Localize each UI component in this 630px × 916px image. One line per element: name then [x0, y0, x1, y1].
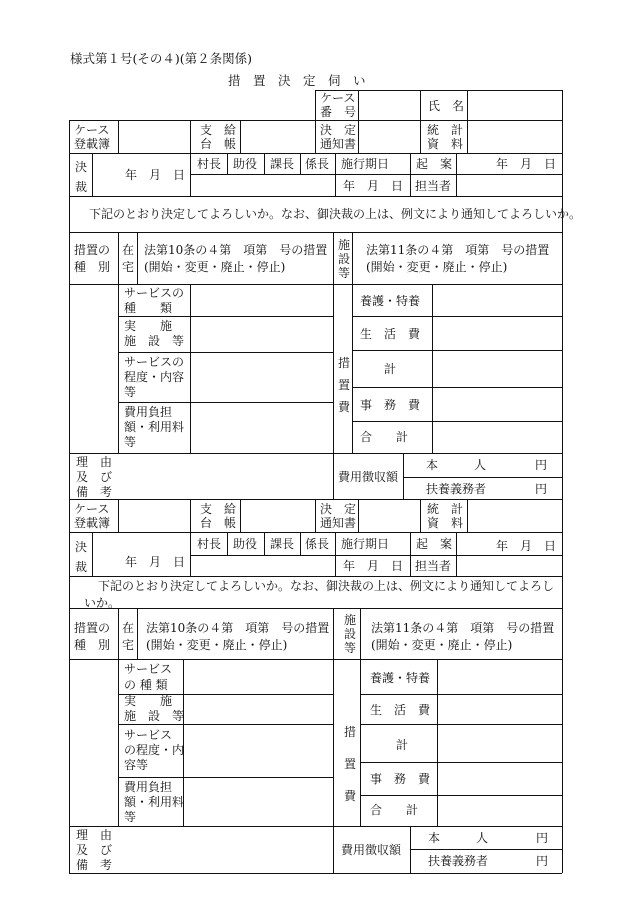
cost-jimu-b: 事 務 費 [370, 772, 431, 786]
kessai-date-b: 年 月 日 [125, 555, 186, 569]
measure-type-label-b: 措置の 種 別 [74, 621, 111, 652]
shisetsu-label: 施 設 等 [338, 238, 351, 280]
form-number: 様式第１号(その４)(第２条関係) [70, 51, 253, 66]
role-soncho-b: 村長 [197, 537, 222, 551]
kian-label: 起 案 [416, 157, 453, 171]
toukei-label: 統 計 資 料 [427, 123, 464, 151]
cost-seikatsu: 生 活 費 [360, 327, 421, 341]
facility-label: 実 施 施 設 等 [124, 319, 185, 348]
role-joyaku: 助役 [233, 157, 258, 171]
kettei-label: 決 定 通知書 [320, 123, 357, 151]
cost-yougo: 養護・特養 [360, 294, 421, 308]
honnin-label-b: 本 人 [428, 831, 489, 845]
sekou-date-b: 年 月 日 [343, 559, 404, 573]
page-title: 措 置 決 定 伺 い [228, 73, 366, 88]
cost-burden-label: 費用負担 額・利用料 等 [124, 405, 185, 449]
sochihi-label-b: 措 置 費 [344, 725, 357, 803]
case-book-label: ケース 登載簿 [74, 123, 111, 151]
cost-total: 合 計 [360, 430, 409, 444]
law10-text-b: 法第10条の４第 項第 号の措置 (開始・変更・廃止・停止) [146, 621, 330, 652]
collection-label: 費用徴収額 [338, 470, 399, 484]
cost-jimu: 事 務 費 [360, 398, 421, 412]
kian-date-b: 年 月 日 [496, 539, 557, 553]
name-label: 氏 名 [428, 99, 465, 113]
kessai-label: 決 裁 [75, 160, 88, 194]
cost-kei-b: 計 [396, 738, 409, 752]
sekou-label-b: 施行期日 [341, 537, 390, 551]
toukei-label-b: 統 計 資 料 [427, 502, 464, 530]
law11-text-b: 法第11条の４第 項第 号の措置 (開始・変更・廃止・停止) [371, 621, 555, 652]
fuyou-label-b: 扶養義務者 [428, 854, 489, 868]
honnin-yen: 円 [535, 458, 548, 472]
remarks-label: 理 由 及 び 備 考 [76, 455, 113, 499]
kian-date: 年 月 日 [496, 157, 557, 171]
law11-text: 法第11条の４第 項第 号の措置 (開始・変更・廃止・停止) [366, 243, 550, 274]
measure-type-label: 措置の 種 別 [74, 243, 111, 274]
notice-text-b: 下記のとおり決定してよろしいか。なお、御決裁の上は、例文により通知してよろしいか。 [84, 579, 555, 610]
tantou-label: 担当者 [415, 179, 452, 193]
role-kacho: 課長 [270, 157, 295, 171]
fuyou-label: 扶養義務者 [426, 482, 487, 496]
zaitaku-label: 在 宅 [122, 243, 135, 274]
collection-label-b: 費用徴収額 [341, 843, 402, 857]
notice-text: 下記のとおり決定してよろしいか。なお、御決裁の上は、例文により通知してよろしいか。 [89, 207, 582, 221]
honnin-yen-b: 円 [536, 831, 549, 845]
honnin-label: 本 人 [426, 458, 487, 472]
cost-burden-label-b: 費用負担 額・利用料 等 [124, 780, 185, 824]
zaitaku-label-b: 在 宅 [122, 621, 135, 652]
role-soncho: 村長 [197, 157, 222, 171]
shikyu-label-b: 支 給 台 帳 [200, 502, 237, 530]
tantou-label-b: 担当者 [415, 559, 452, 573]
shisetsu-label-b: 施 設 等 [344, 613, 357, 655]
cost-seikatsu-b: 生 活 費 [370, 703, 431, 717]
sochihi-label: 措 置 費 [338, 356, 351, 414]
role-kakaricho: 係長 [305, 157, 330, 171]
role-kakaricho-b: 係長 [305, 537, 330, 551]
service-content-label-b: サービス の程度・内 容等 [124, 728, 185, 772]
role-kacho-b: 課長 [270, 537, 295, 551]
fuyou-yen-b: 円 [536, 854, 549, 868]
law10-text: 法第10条の４第 項第 号の措置 (開始・変更・廃止・停止) [144, 243, 328, 274]
cost-yougo-b: 養護・特養 [370, 671, 431, 685]
sekou-date: 年 月 日 [343, 179, 404, 193]
remarks-label-b: 理 由 及 び 備 考 [76, 828, 113, 872]
shikyu-label: 支 給 台 帳 [200, 123, 237, 151]
cost-total-b: 合 計 [370, 803, 419, 817]
kian-label-b: 起 案 [416, 537, 453, 551]
facility-label-b: 実 施 施 設 等 [124, 694, 185, 723]
case-number-label: ケース 番 号 [320, 91, 357, 119]
fuyou-yen: 円 [535, 482, 548, 496]
sekou-label: 施行期日 [341, 157, 390, 171]
kessai-label-b: 決 裁 [75, 540, 88, 574]
service-content-label: サービスの 程度・内容 等 [124, 355, 185, 399]
case-book-label-b: ケース 登載簿 [74, 502, 111, 530]
service-type-label: サービスの 種 類 [124, 286, 185, 315]
service-type-label-b: サービス の 種 類 [124, 662, 173, 692]
role-joyaku-b: 助役 [233, 537, 258, 551]
kessai-date: 年 月 日 [125, 168, 186, 182]
cost-kei: 計 [384, 362, 397, 376]
kettei-label-b: 決 定 通知書 [320, 502, 357, 530]
